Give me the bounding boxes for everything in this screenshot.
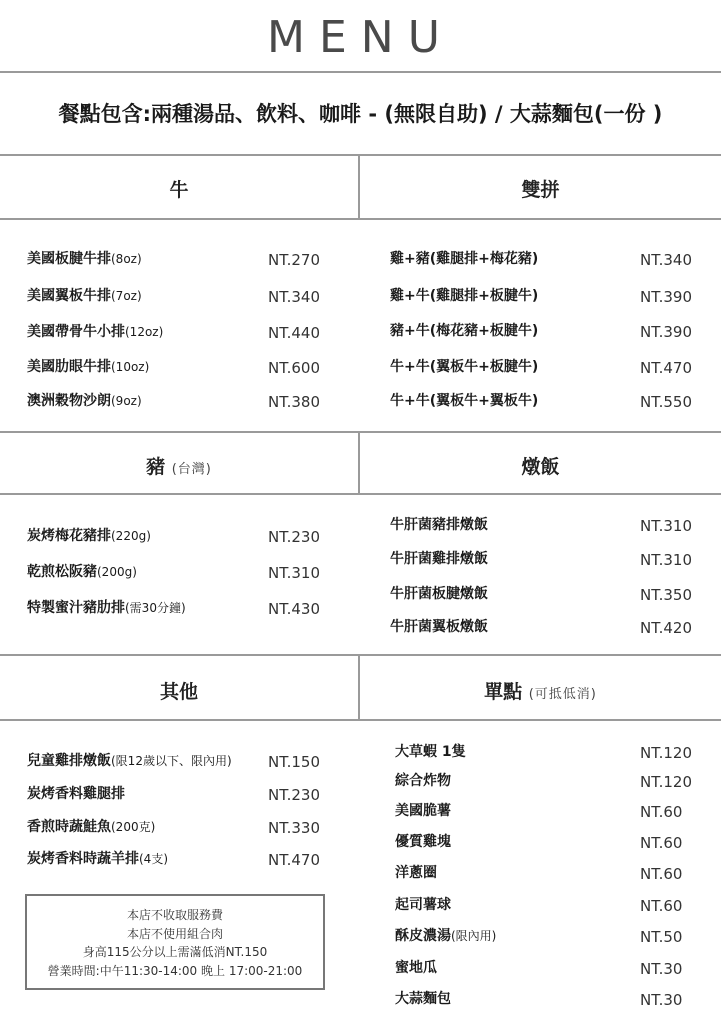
menu-item — [27, 525, 328, 549]
section-title: 其他 — [159, 681, 198, 703]
item-name: 洋蔥圈 — [395, 865, 437, 881]
item-name-wrapper — [390, 320, 538, 340]
item-name: 炭烤香料時蔬羊排 — [27, 851, 139, 867]
menu-item — [27, 356, 328, 380]
item-note: (200克) — [111, 820, 156, 834]
item-name-wrapper — [390, 248, 538, 268]
menu-item — [390, 390, 700, 414]
section-heading — [360, 175, 721, 202]
item-note: (10oz) — [111, 360, 150, 374]
item-name-wrapper — [27, 390, 142, 410]
divider — [0, 493, 721, 495]
item-name-wrapper — [390, 548, 488, 568]
item-note: (限12歲以下、限內用) — [111, 754, 232, 768]
divider — [0, 719, 721, 721]
menu-item — [27, 816, 328, 840]
item-note: (8oz) — [111, 252, 142, 266]
menu-title: MENU — [267, 12, 454, 63]
item-price: NT.120 — [640, 744, 693, 762]
item-price: NT.390 — [640, 288, 693, 306]
item-price: NT.60 — [640, 897, 683, 915]
item-name-wrapper — [395, 770, 451, 790]
item-note: (4支) — [139, 852, 168, 866]
item-name: 大草蝦 1隻 — [395, 744, 466, 760]
notice-line: 本店不收取服務費 — [126, 908, 223, 922]
section-heading — [360, 452, 721, 479]
item-price: NT.470 — [268, 851, 321, 869]
menu-item — [395, 800, 700, 824]
item-name-wrapper — [27, 248, 142, 268]
notice-line: 本店不使用組合肉 — [126, 926, 223, 941]
section-title: 單點 — [484, 681, 523, 703]
item-name: 炭烤梅花豬排 — [27, 528, 111, 544]
item-name-wrapper — [27, 356, 149, 376]
divider — [0, 654, 721, 656]
item-price: NT.380 — [268, 393, 321, 411]
item-name-wrapper — [395, 957, 437, 977]
divider — [0, 431, 721, 433]
item-name: 特製蜜汁豬肋排 — [27, 600, 125, 616]
section-heading — [0, 677, 358, 704]
menu-item — [395, 988, 700, 1012]
menu-item — [27, 248, 328, 272]
menu-item — [27, 561, 328, 585]
menu-item — [390, 285, 700, 309]
section-title: 雙拼 — [521, 179, 560, 201]
section-note: (可抵低消) — [528, 687, 597, 702]
menu-item — [395, 862, 700, 886]
item-name: 雞+豬(雞腿排+梅花豬) — [390, 251, 539, 267]
item-name-wrapper — [390, 390, 538, 410]
section-heading — [0, 452, 358, 479]
item-name: 綜合炸物 — [395, 773, 451, 789]
menu-item — [395, 831, 700, 855]
item-name: 蜜地瓜 — [395, 960, 437, 976]
item-price: NT.30 — [640, 991, 683, 1009]
top-divider — [0, 71, 721, 73]
menu-item — [27, 390, 328, 414]
item-name: 乾煎松阪豬 — [27, 564, 97, 580]
item-name: 美國脆薯 — [395, 803, 451, 819]
item-price: NT.470 — [640, 359, 693, 377]
divider — [0, 218, 721, 220]
item-price: NT.310 — [640, 517, 693, 535]
item-price: NT.350 — [640, 586, 693, 604]
item-name-wrapper — [395, 831, 451, 851]
menu-item — [390, 548, 700, 572]
section-title: 豬 — [146, 456, 166, 478]
menu-item — [390, 356, 700, 380]
menu-item — [27, 783, 328, 807]
item-note: (需30分鐘) — [125, 601, 186, 615]
item-note: (7oz) — [111, 289, 142, 303]
item-name: 牛+牛(翼板牛+板腱牛) — [390, 359, 539, 375]
item-price: NT.440 — [268, 324, 321, 342]
menu-item — [395, 741, 700, 765]
section-heading — [0, 175, 358, 202]
menu-item — [390, 248, 700, 272]
item-name: 豬+牛(梅花豬+板腱牛) — [390, 323, 539, 339]
item-name-wrapper — [395, 800, 451, 820]
item-name-wrapper — [27, 816, 155, 836]
notice-line: 身高115公分以上需滿低消NT.150 — [82, 945, 268, 959]
item-name: 炭烤香料雞腿排 — [27, 786, 125, 802]
item-price: NT.390 — [640, 323, 693, 341]
item-name: 起司薯球 — [395, 897, 451, 913]
item-price: NT.270 — [268, 251, 321, 269]
menu-item — [27, 750, 328, 774]
item-name-wrapper — [27, 321, 163, 341]
section-heading — [360, 677, 721, 704]
notice-box — [25, 894, 325, 990]
item-name-wrapper — [395, 741, 466, 761]
item-name: 兒童雞排燉飯 — [27, 753, 111, 769]
menu-item — [395, 894, 700, 918]
item-name-wrapper — [395, 988, 451, 1008]
subtitle: 餐點包含:兩種湯品、飲料、咖啡 - (無限自助) / 大蒜麵包(一份 ) — [58, 102, 663, 126]
item-name: 雞+牛(雞腿排+板腱牛) — [390, 288, 539, 304]
item-name: 香煎時蔬鮭魚 — [27, 819, 111, 835]
item-name-wrapper — [27, 285, 142, 305]
section-title: 燉飯 — [521, 456, 560, 478]
item-price: NT.150 — [268, 753, 321, 771]
item-name: 美國板腱牛排 — [27, 251, 111, 267]
item-price: NT.310 — [268, 564, 321, 582]
item-price: NT.60 — [640, 834, 683, 852]
item-price: NT.600 — [268, 359, 321, 377]
item-price: NT.430 — [268, 600, 321, 618]
item-name-wrapper — [395, 925, 496, 945]
item-name-wrapper — [27, 597, 186, 617]
item-price: NT.420 — [640, 619, 693, 637]
item-name: 牛+牛(翼板牛+翼板牛) — [390, 393, 539, 409]
menu-item — [390, 514, 700, 538]
item-name: 美國肋眼牛排 — [27, 359, 111, 375]
item-name: 大蒜麵包 — [395, 991, 451, 1007]
item-price: NT.30 — [640, 960, 683, 978]
item-price: NT.230 — [268, 786, 321, 804]
item-note: (9oz) — [111, 394, 142, 408]
item-price: NT.50 — [640, 928, 683, 946]
item-name-wrapper — [27, 561, 137, 581]
item-price: NT.340 — [268, 288, 321, 306]
item-name: 澳洲穀物沙朗 — [27, 393, 111, 409]
item-name-wrapper — [390, 514, 488, 534]
item-price: NT.120 — [640, 773, 693, 791]
item-name-wrapper — [27, 525, 151, 545]
item-name: 美國帶骨牛小排 — [27, 324, 125, 340]
menu-item — [27, 285, 328, 309]
item-note: (限內用) — [451, 929, 497, 943]
item-name: 牛肝菌翼板燉飯 — [390, 619, 488, 635]
item-name-wrapper — [390, 285, 538, 305]
menu-item — [390, 320, 700, 344]
item-price: NT.60 — [640, 803, 683, 821]
item-price: NT.340 — [640, 251, 693, 269]
item-name-wrapper — [395, 862, 437, 882]
menu-item — [395, 957, 700, 981]
menu-item — [27, 321, 328, 345]
menu-item — [390, 616, 700, 640]
item-price: NT.60 — [640, 865, 683, 883]
menu-item — [395, 770, 700, 794]
item-price: NT.310 — [640, 551, 693, 569]
section-note: (台灣) — [171, 462, 212, 477]
menu-item — [27, 848, 328, 872]
menu-item — [395, 925, 700, 949]
item-name-wrapper — [27, 848, 168, 868]
item-name-wrapper — [27, 750, 232, 770]
divider — [0, 154, 721, 156]
item-note: (200g) — [97, 565, 137, 579]
item-name-wrapper — [390, 616, 488, 636]
item-name-wrapper — [395, 894, 451, 914]
item-price: NT.330 — [268, 819, 321, 837]
menu-item — [27, 597, 328, 621]
item-price: NT.230 — [268, 528, 321, 546]
item-name-wrapper — [27, 783, 125, 803]
item-name: 美國翼板牛排 — [27, 288, 111, 304]
item-name: 牛肝菌板腱燉飯 — [390, 586, 488, 602]
item-price: NT.550 — [640, 393, 693, 411]
section-title: 牛 — [169, 179, 189, 201]
menu-item — [390, 583, 700, 607]
item-name: 牛肝菌豬排燉飯 — [390, 517, 488, 533]
item-note: (220g) — [111, 529, 151, 543]
item-name: 牛肝菌雞排燉飯 — [390, 551, 488, 567]
item-name: 酥皮濃湯 — [395, 928, 451, 944]
item-name-wrapper — [390, 583, 488, 603]
item-name-wrapper — [390, 356, 538, 376]
item-name: 優質雞塊 — [395, 834, 451, 850]
notice-line: 營業時間:中午11:30-14:00 晚上 17:00-21:00 — [47, 963, 303, 978]
item-note: (12oz) — [125, 325, 164, 339]
